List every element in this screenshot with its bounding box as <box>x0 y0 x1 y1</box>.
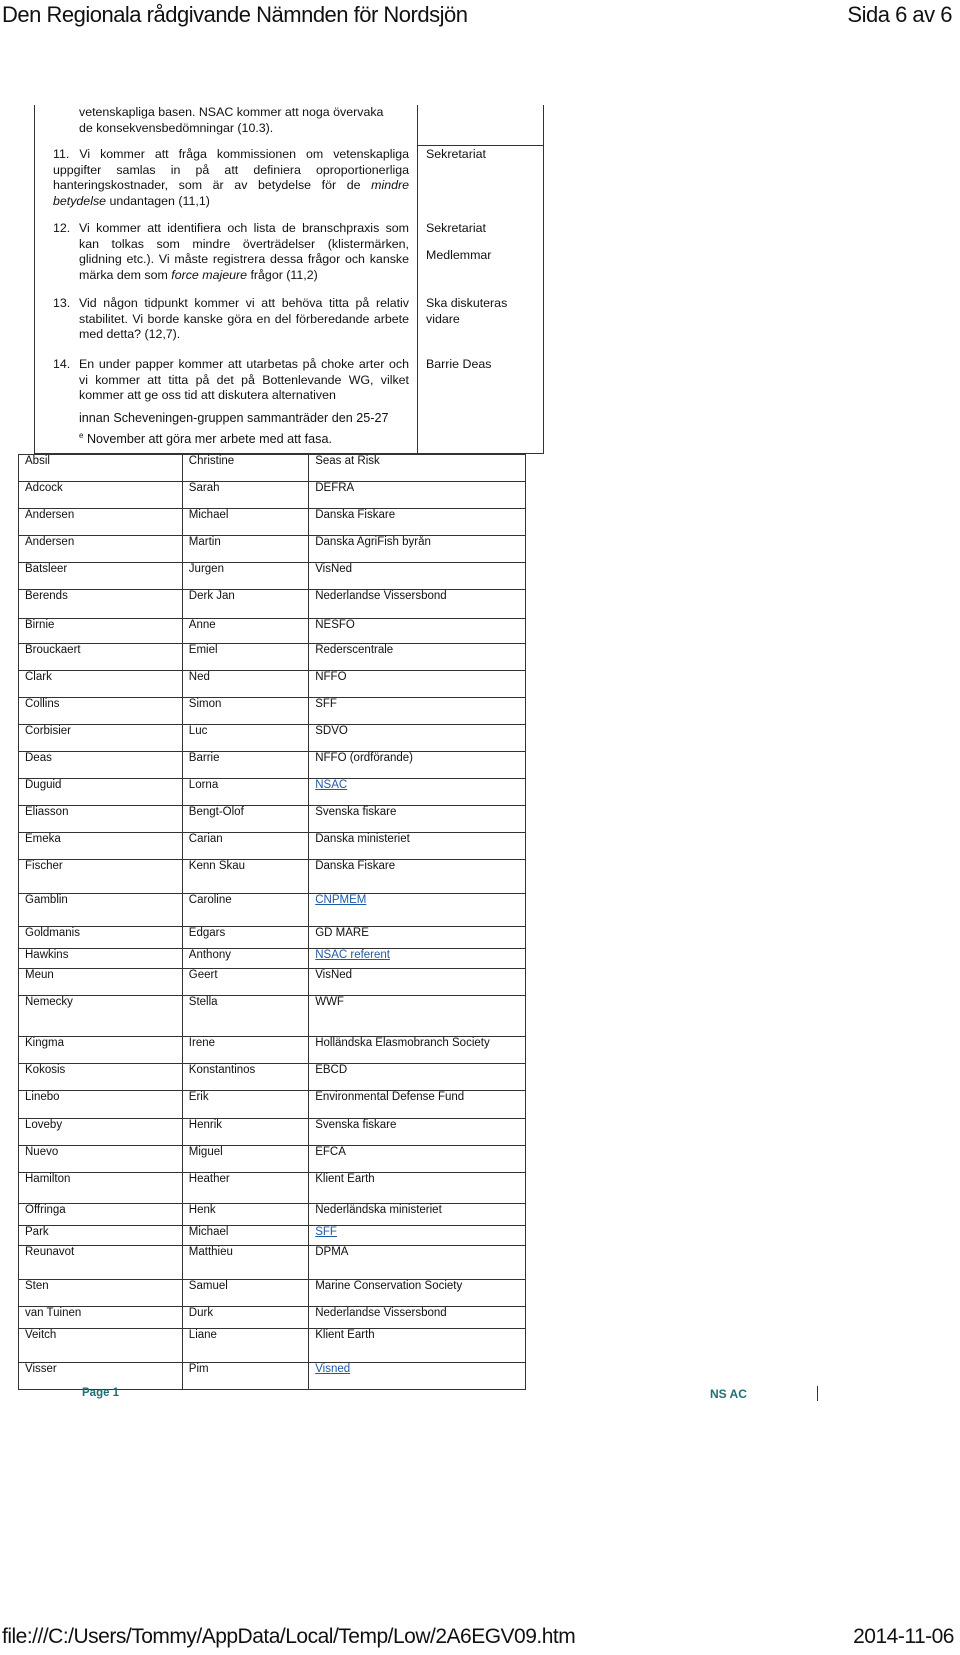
table-row <box>19 1146 526 1173</box>
cell-text: Andersen <box>25 536 75 548</box>
cell-text: Derk Jan <box>188 590 235 602</box>
cell-text: Anne <box>188 619 216 631</box>
member-surname <box>19 860 183 894</box>
member-organisation <box>309 563 526 590</box>
item-line-3 <box>79 427 409 448</box>
member-firstname <box>182 455 308 482</box>
member-firstname <box>182 698 308 725</box>
member-firstname <box>182 563 308 590</box>
cell-text: Gamblin <box>25 894 68 906</box>
cell-text: Michael <box>188 1226 229 1238</box>
organisation-link[interactable]: NSAC referent <box>315 949 390 961</box>
cell-text: Veitch <box>25 1329 57 1341</box>
member-organisation <box>309 894 526 927</box>
cell-text: EFCA <box>315 1146 346 1158</box>
cell-text: Visser <box>25 1363 57 1375</box>
table-row <box>19 509 526 536</box>
cell-text: Park <box>25 1226 49 1238</box>
member-firstname <box>182 806 308 833</box>
member-surname <box>19 1173 183 1204</box>
cell-text: Bengt-Olof <box>188 806 244 818</box>
member-firstname <box>182 752 308 779</box>
member-surname <box>19 1280 183 1307</box>
table-row <box>19 1307 526 1329</box>
column-divider <box>417 105 418 453</box>
table-row <box>19 1037 526 1064</box>
cell-text: Simon <box>188 698 222 710</box>
cell-text: Collins <box>25 698 60 710</box>
responsible-11 <box>426 147 486 163</box>
cell-text: Marine Conservation Society <box>315 1280 463 1292</box>
item-number: 13. <box>53 296 71 310</box>
member-firstname <box>182 619 308 644</box>
member-surname <box>19 1226 183 1246</box>
action-item-14-continued <box>79 409 409 448</box>
cell-text: Reunavot <box>25 1246 75 1258</box>
file-url: file:///C:/Users/Tommy/AppData/Local/Temp/Low/2A6EGV09.htm <box>2 1625 576 1648</box>
action-item-12 <box>53 221 409 283</box>
member-organisation <box>309 996 526 1037</box>
document-title: Den Regionala rådgivande Nämnden för Nordsjön <box>2 2 468 27</box>
page-number: Sida 6 av 6 <box>847 2 952 27</box>
table-row <box>19 1064 526 1091</box>
cell-text: Klient Earth <box>315 1329 375 1341</box>
member-firstname <box>182 1363 308 1390</box>
action-item-13 <box>53 296 409 343</box>
member-surname <box>19 1119 183 1146</box>
member-organisation <box>309 752 526 779</box>
cell-text: Birnie <box>25 619 55 631</box>
action-table <box>34 105 544 454</box>
cell-text: Anthony <box>188 949 231 961</box>
member-firstname <box>182 927 308 949</box>
cell-text: Henk <box>188 1204 216 1216</box>
cell-text: Andersen <box>25 509 75 521</box>
member-firstname <box>182 725 308 752</box>
member-firstname <box>182 1226 308 1246</box>
member-surname <box>19 1091 183 1119</box>
member-surname <box>19 833 183 860</box>
item-number: 14. <box>53 357 71 371</box>
member-organisation <box>309 482 526 509</box>
table-row <box>19 590 526 619</box>
member-organisation <box>309 1204 526 1226</box>
cell-text: van Tuinen <box>25 1307 82 1319</box>
member-surname <box>19 1064 183 1091</box>
member-surname <box>19 509 183 536</box>
member-firstname <box>182 644 308 671</box>
cell-text: Meun <box>25 969 54 981</box>
superscript: e <box>79 431 84 440</box>
table-row <box>19 860 526 894</box>
item-text: Vi kommer att identifiera och lista de branschpraxis som kan tolkas som mindre överträdelser (klistermärken, glidning etc.). Vi måste registrera dessa frågor och kanske märka dem som <box>79 221 409 282</box>
continued-line-2: de konsekvensbedömningar (10.3). <box>79 120 274 135</box>
member-firstname <box>182 1173 308 1204</box>
organisation-link[interactable]: Visned <box>315 1363 351 1375</box>
cell-text: Emeka <box>25 833 61 845</box>
member-surname <box>19 996 183 1037</box>
member-organisation <box>309 619 526 644</box>
member-organisation <box>309 806 526 833</box>
member-surname <box>19 619 183 644</box>
cell-text: NESFO <box>315 619 355 631</box>
member-organisation <box>309 1307 526 1329</box>
member-organisation <box>309 1329 526 1363</box>
member-organisation <box>309 725 526 752</box>
cell-text: Carian <box>188 833 223 845</box>
cell-text: Deas <box>25 752 52 764</box>
member-firstname <box>182 833 308 860</box>
member-surname <box>19 779 183 806</box>
member-firstname <box>182 509 308 536</box>
cell-text: Martin <box>188 536 221 548</box>
action-item-11 <box>53 147 409 209</box>
cell-text: NFFO <box>315 671 347 683</box>
member-surname <box>19 1329 183 1363</box>
cell-text: Klient Earth <box>315 1173 375 1185</box>
text-cursor <box>817 1386 818 1401</box>
cell-text: Ned <box>188 671 210 683</box>
member-organisation <box>309 509 526 536</box>
member-firstname <box>182 1091 308 1119</box>
cell-text: Edgars <box>188 927 226 939</box>
organisation-link[interactable]: NSAC <box>315 779 348 791</box>
cell-text: Christine <box>188 455 235 467</box>
member-organisation <box>309 671 526 698</box>
cell-text: Erik <box>188 1091 209 1103</box>
cell-text: Miguel <box>188 1146 223 1158</box>
member-organisation <box>309 1091 526 1119</box>
member-surname <box>19 455 183 482</box>
cell-text: Offringa <box>25 1204 66 1216</box>
cell-text: Hamilton <box>25 1173 71 1185</box>
member-firstname <box>182 894 308 927</box>
cell-text: Nederländska ministeriet <box>315 1204 442 1216</box>
item-text-after: frågor (11,2) <box>247 267 318 282</box>
cell-text: Kingma <box>25 1037 64 1049</box>
cell-text: Irene <box>188 1037 216 1049</box>
item-text: Vi kommer att fråga kommissionen om vetenskapliga uppgifter samlas in på att definiera oproportionerliga hanteringskostnader, som är av betydelse för de <box>53 147 409 192</box>
member-surname <box>19 1363 183 1390</box>
responsible-name: Medlemmar <box>426 247 492 262</box>
page-label: Page 1 <box>82 1387 120 1399</box>
member-organisation <box>309 1280 526 1307</box>
member-surname <box>19 698 183 725</box>
cell-text: GD MARE <box>315 927 369 939</box>
cell-text: Heather <box>188 1173 230 1185</box>
responsible-name: Ska diskuteras <box>426 296 508 310</box>
cell-text: Adcock <box>25 482 63 494</box>
cell-text: Svenska fiskare <box>315 1119 397 1131</box>
member-surname <box>19 644 183 671</box>
cell-text: Duguid <box>25 779 62 791</box>
organisation-link[interactable]: SFF <box>315 1226 337 1238</box>
member-organisation <box>309 1363 526 1390</box>
item-line: November att göra mer arbete med att fasa. <box>86 432 332 447</box>
table-row <box>19 833 526 860</box>
cell-text: NFFO (ordförande) <box>315 752 413 764</box>
member-surname <box>19 725 183 752</box>
cell-text: EBCD <box>315 1064 348 1076</box>
cell-text: Luc <box>188 725 208 737</box>
table-row <box>19 949 526 969</box>
table-row <box>19 1280 526 1307</box>
cell-text: SFF <box>315 698 337 710</box>
member-surname <box>19 590 183 619</box>
member-firstname <box>182 1280 308 1307</box>
member-surname <box>19 1146 183 1173</box>
continued-line-1: vetenskapliga basen. NSAC kommer att noga övervaka <box>79 105 384 119</box>
table-row <box>19 1329 526 1363</box>
item-number: 12. <box>53 221 71 235</box>
member-organisation <box>309 1119 526 1146</box>
member-organisation <box>309 1037 526 1064</box>
cell-text: Clark <box>25 671 52 683</box>
table-row <box>19 1173 526 1204</box>
item-text-after: undantagen (11,1) <box>106 193 210 208</box>
member-firstname <box>182 1064 308 1091</box>
member-organisation <box>309 1064 526 1091</box>
cell-text: Berends <box>25 590 68 602</box>
item-text: Vid någon tidpunkt kommer vi att behöva titta på relativ stabilitet. Vi borde kanske göra en del förberedande arbete med detta? (12,7). <box>79 296 409 341</box>
org-label: NS AC <box>710 1387 747 1401</box>
member-organisation <box>309 1226 526 1246</box>
cell-text: SDVO <box>315 725 348 737</box>
member-surname <box>19 1246 183 1280</box>
cell-text: Samuel <box>188 1280 228 1292</box>
cell-text: Seas at Risk <box>315 455 380 467</box>
responsible-name: Barrie Deas <box>426 357 492 371</box>
table-row <box>19 1204 526 1226</box>
cell-text: Corbisier <box>25 725 72 737</box>
member-organisation <box>309 644 526 671</box>
action-item-14 <box>53 357 409 404</box>
table-row <box>19 455 526 482</box>
responsible-name: vidare <box>426 311 460 326</box>
cell-text: Danska Fiskare <box>315 509 396 521</box>
cell-text: Kenn Skau <box>188 860 246 872</box>
cell-text: Lorna <box>188 779 219 791</box>
cell-text: Absil <box>25 455 50 467</box>
member-firstname <box>182 969 308 996</box>
cell-text: Stella <box>188 996 218 1008</box>
member-organisation <box>309 860 526 894</box>
cell-text: Geert <box>188 969 218 981</box>
cell-text: Durk <box>188 1307 214 1319</box>
table-row <box>19 969 526 996</box>
item-text: En under papper kommer att utarbetas på choke arter och vi kommer att titta på det på Bottenlevande WG, vilket kommer att ge oss tid att diskutera alternativen <box>79 357 409 402</box>
member-firstname <box>182 996 308 1037</box>
member-surname <box>19 1204 183 1226</box>
member-surname <box>19 536 183 563</box>
member-surname <box>19 752 183 779</box>
item-line: innan Scheveningen-gruppen sammanträder den 25-27 <box>79 411 389 425</box>
cell-text: Emiel <box>188 644 218 656</box>
table-row <box>19 1119 526 1146</box>
member-firstname <box>182 1246 308 1280</box>
row-divider <box>417 145 543 146</box>
cell-text: Sarah <box>188 482 220 494</box>
responsible-14 <box>426 357 491 373</box>
member-surname <box>19 806 183 833</box>
cell-text: Barrie <box>188 752 220 764</box>
cell-text: Loveby <box>25 1119 63 1131</box>
table-row <box>19 779 526 806</box>
member-organisation <box>309 833 526 860</box>
table-row <box>19 752 526 779</box>
member-firstname <box>182 1146 308 1173</box>
cell-text: Sten <box>25 1280 49 1292</box>
responsible-13 <box>426 296 507 327</box>
member-surname <box>19 969 183 996</box>
table-row <box>19 1091 526 1119</box>
cell-text: Brouckaert <box>25 644 81 656</box>
cell-text: DEFRA <box>315 482 355 494</box>
member-organisation <box>309 1173 526 1204</box>
cell-text: Kokosis <box>25 1064 66 1076</box>
member-firstname <box>182 949 308 969</box>
cell-text: DPMA <box>315 1246 349 1258</box>
table-row <box>19 671 526 698</box>
member-surname <box>19 563 183 590</box>
cell-text: Konstantinos <box>188 1064 256 1076</box>
table-row <box>19 619 526 644</box>
member-organisation <box>309 969 526 996</box>
member-firstname <box>182 671 308 698</box>
table-row <box>19 644 526 671</box>
cell-text: Holländska Elasmobranch Society <box>315 1037 490 1049</box>
cell-text: Liane <box>188 1329 217 1341</box>
item-italic: mindre betydelse <box>53 178 409 208</box>
member-surname <box>19 1037 183 1064</box>
table-row <box>19 698 526 725</box>
print-date: 2014-11-06 <box>853 1625 954 1648</box>
cell-text: Rederscentrale <box>315 644 394 656</box>
cell-text: Environmental Defense Fund <box>315 1091 465 1103</box>
member-surname <box>19 894 183 927</box>
item-italic: force majeure <box>171 267 248 282</box>
table-row <box>19 1246 526 1280</box>
member-organisation <box>309 779 526 806</box>
member-firstname <box>182 536 308 563</box>
cell-text: Danska Fiskare <box>315 860 396 872</box>
member-firstname <box>182 1329 308 1363</box>
cell-text: VisNed <box>315 969 353 981</box>
table-row <box>19 927 526 949</box>
cell-text: Nemecky <box>25 996 73 1008</box>
member-firstname <box>182 860 308 894</box>
member-organisation <box>309 1146 526 1173</box>
responsible-name: Sekretariat <box>426 147 486 161</box>
member-firstname <box>182 1204 308 1226</box>
page-header <box>0 0 960 34</box>
table-row <box>19 482 526 509</box>
cell-text: Danska AgriFish byrån <box>315 536 431 548</box>
member-organisation <box>309 698 526 725</box>
member-organisation <box>309 455 526 482</box>
cell-text: Henrik <box>188 1119 223 1131</box>
cell-text: Matthieu <box>188 1246 233 1258</box>
member-organisation <box>309 536 526 563</box>
member-surname <box>19 671 183 698</box>
item-number: 11. <box>53 147 70 161</box>
member-firstname <box>182 590 308 619</box>
table-row <box>19 1226 526 1246</box>
cell-text: Fischer <box>25 860 63 872</box>
cell-text: Nederlandse Vissersbond <box>315 1307 447 1319</box>
responsible-12 <box>426 221 491 263</box>
table-row <box>19 563 526 590</box>
member-surname <box>19 927 183 949</box>
table-row <box>19 806 526 833</box>
member-firstname <box>182 1037 308 1064</box>
table-row <box>19 536 526 563</box>
continued-text <box>79 105 409 136</box>
cell-text: Caroline <box>188 894 232 906</box>
cell-text: Pim <box>188 1363 209 1375</box>
table-row <box>19 1363 526 1390</box>
cell-text: Svenska fiskare <box>315 806 397 818</box>
member-firstname <box>182 482 308 509</box>
member-firstname <box>182 779 308 806</box>
cell-text: WWF <box>315 996 344 1008</box>
member-organisation <box>309 949 526 969</box>
member-firstname <box>182 1307 308 1329</box>
member-surname <box>19 482 183 509</box>
member-table <box>18 454 526 1390</box>
cell-text: Nederlandse Vissersbond <box>315 590 447 602</box>
cell-text: Goldmanis <box>25 927 80 939</box>
member-surname <box>19 1307 183 1329</box>
cell-text: VisNed <box>315 563 353 575</box>
table-row <box>19 725 526 752</box>
responsible-name: Sekretariat <box>426 221 486 235</box>
cell-text: Linebo <box>25 1091 60 1103</box>
member-organisation <box>309 1246 526 1280</box>
cell-text: Hawkins <box>25 949 69 961</box>
cell-text: Batsleer <box>25 563 68 575</box>
cell-text: Danska ministeriet <box>315 833 410 845</box>
cell-text: Eliasson <box>25 806 69 818</box>
cell-text: Michael <box>188 509 229 521</box>
member-firstname <box>182 1119 308 1146</box>
member-surname <box>19 949 183 969</box>
table-row <box>19 996 526 1037</box>
member-organisation <box>309 590 526 619</box>
cell-text: Jurgen <box>188 563 224 575</box>
organisation-link[interactable]: CNPMEM <box>315 894 367 906</box>
member-organisation <box>309 927 526 949</box>
cell-text: Nuevo <box>25 1146 59 1158</box>
table-row <box>19 894 526 927</box>
